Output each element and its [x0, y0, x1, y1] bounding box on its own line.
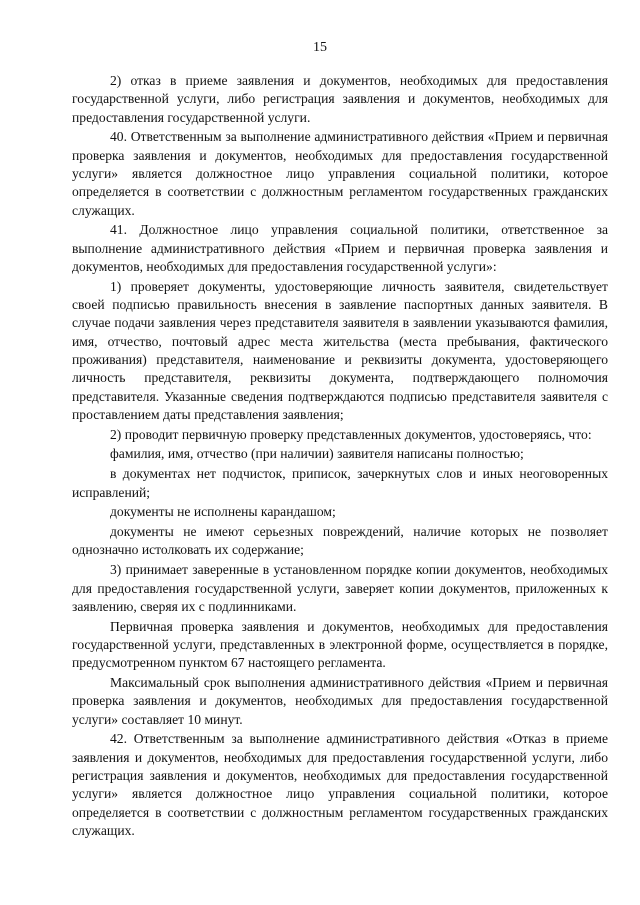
- paragraph-clause-42: 42. Ответственным за выполнение административного действия «Отказ в приеме заявления и документов, необходимых для предоставления государственной услуги, либо регистрация заявления и документов, необходимых для предоставления государственной услуги» является должностное лицо управления социальной политики, которое определяется в соответствии с должностным регламентом государственных гражданских служащих.: [72, 731, 608, 838]
- paragraph-clause-40: 40. Ответственным за выполнение административного действия «Прием и первичная проверка заявления и документов, необходимых для предоставления государственной услуги» является должностное лицо управления социальной политики, которое определяется в соответствии с должностным регламентом государственных гражданских служащих.: [72, 129, 608, 218]
- paragraph-check-no-damage: документы не имеют серьезных повреждений, наличие которых не позволяет однозначно истолковать их содержание;: [72, 524, 608, 558]
- paragraph-item-2-refusal: 2) отказ в приеме заявления и документов, необходимых для предоставления государственной услуги, либо регистрация заявления и документов, необходимых для предоставления государственной услуги.: [72, 73, 608, 125]
- paragraph-check-full-name: фамилия, имя, отчество (при наличии) заявителя написаны полностью;: [110, 446, 524, 462]
- paragraph-electronic-form: Первичная проверка заявления и документов, необходимых для предоставления государственной услуги, представленных в электронной форме, осуществляется в порядке, предусмотренном пунктом 67 настоящего регламента.: [72, 618, 608, 671]
- paragraph-check-no-erasures: в документах нет подчисток, приписок, зачеркнутых слов и иных неоговоренных исправлений;: [72, 466, 608, 500]
- paragraph-clause-41: 41. Должностное лицо управления социальной политики, ответственное за выполнение административного действия «Прием и первичная проверка заявления и документов, необходимых для предоставления государственной услуги»:: [72, 222, 608, 274]
- paragraph-check-no-pencil: документы не исполнены карандашом;: [110, 504, 336, 520]
- paragraph-subitem-2-primary-check: 2) проводит первичную проверку представленных документов, удостоверяясь, что:: [110, 426, 592, 442]
- paragraph-subitem-1-verify-identity: 1) проверяет документы, удостоверяющие личность заявителя, свидетельствует своей подписью правильность внесения в заявление паспортных данных заявителя. В случае подачи заявления через представителя заявителя в заявлении указываются фамилия, имя, отчество, почтовый адрес места жительства (места пребывания, фактического проживания) представителя, наименование и реквизиты документа, удостоверяющего личность представителя, реквизиты документа, подтверждающего полномочия представителя. Указанные сведения подтверждаются подписью представителя заявителя с проставлением даты представления заявления;: [72, 278, 608, 422]
- paragraph-subitem-3-certify-copies: 3) принимает заверенные в установленном порядке копии документов, необходимых для предоставления государственной услуги, заверяет копии документов, приложенных к заявлению, сверяя их с подлинниками.: [72, 562, 608, 614]
- paragraph-max-duration: Максимальный срок выполнения административного действия «Прием и первичная проверка заявления и документов, необходимых для предоставления государственной услуги» составляет 10 минут.: [72, 675, 608, 727]
- page-number: 15: [313, 40, 327, 55]
- document-body: [72, 72, 608, 840]
